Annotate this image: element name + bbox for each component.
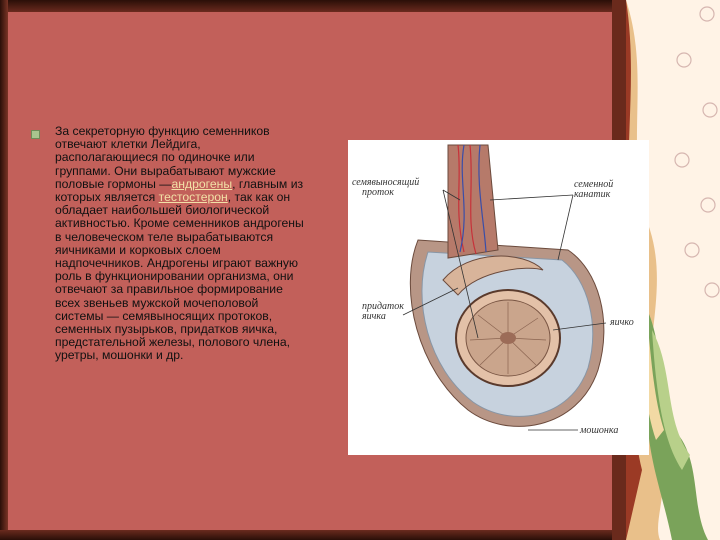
paragraph-text: За секреторную функцию семенников отвечают клетки Лейдига, располагающиеся по одиночке или группами. Они вырабатывают мужские половые гормоны —: [55, 124, 276, 191]
body-paragraph: [55, 125, 307, 363]
label-cord: [574, 180, 613, 200]
label-testis: яичко: [610, 317, 634, 328]
label-duct-line2: проток: [362, 187, 394, 198]
bullet-marker: [31, 130, 40, 139]
androgens-link[interactable]: андрогены: [171, 176, 233, 191]
paragraph-text: , главным из которых является: [55, 176, 304, 205]
paragraph-text: , так как он обладает наибольшей биологической активностью. Кроме семенников андрогены в человеческом теле вырабатываются яичниками и корковых слоем надпочечников. Андрогены играют важную роль в функционировании организма, они отвечают за правильное формирование всех звеньев мужской мочеполовой системы — семявыносящих протоков, семенных пузырьков, придатков яичка, предстательной железы, полового члена, уретры, мошонки и др.: [55, 190, 304, 363]
label-epididymis-line2: яичка: [362, 311, 386, 322]
testis-anatomy-figure: [348, 140, 649, 455]
label-epididymis: [362, 302, 404, 322]
label-cord-line1: семенной: [574, 179, 614, 190]
label-epididymis-line1: придаток: [362, 301, 404, 312]
frame-left-border: [0, 0, 8, 540]
label-scrotum: мошонка: [580, 425, 619, 436]
frame-bottom-border: [0, 530, 620, 540]
frame-top-border: [0, 0, 620, 12]
label-cord-line2: канатик: [574, 189, 611, 200]
testosterone-link[interactable]: тестостерон: [158, 190, 228, 205]
label-duct: [352, 178, 419, 198]
label-duct-line1: семявыносящий: [352, 177, 420, 188]
